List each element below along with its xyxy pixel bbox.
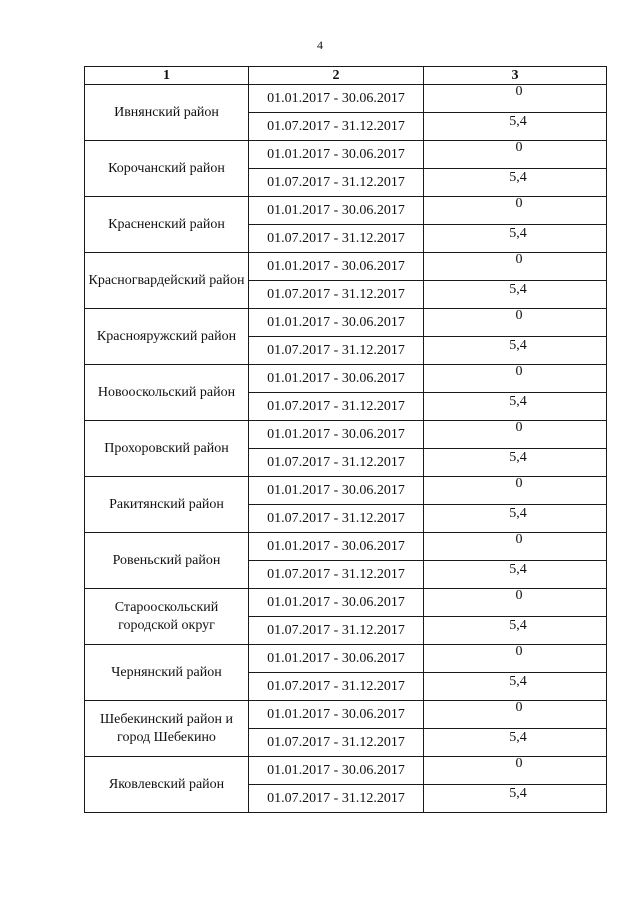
period-cell: 01.07.2017 - 31.12.2017 bbox=[249, 505, 424, 533]
period-cell: 01.01.2017 - 30.06.2017 bbox=[249, 197, 424, 225]
district-cell: Ровеньский район bbox=[85, 533, 249, 589]
value-cell bbox=[424, 281, 607, 309]
period-cell: 01.07.2017 - 31.12.2017 bbox=[249, 169, 424, 197]
period-cell: 01.07.2017 - 31.12.2017 bbox=[249, 729, 424, 757]
value-cell bbox=[424, 701, 607, 729]
table-header bbox=[85, 67, 607, 85]
value-text: 0 bbox=[515, 140, 523, 155]
value-text: 0 bbox=[515, 196, 523, 211]
value-text: 5,4 bbox=[509, 562, 527, 577]
value-text: 5,4 bbox=[509, 506, 527, 521]
district-period-table bbox=[84, 66, 607, 813]
column-header-3: 3 bbox=[424, 67, 607, 85]
period-cell: 01.01.2017 - 30.06.2017 bbox=[249, 309, 424, 337]
value-text: 5,4 bbox=[509, 338, 527, 353]
value-cell bbox=[424, 449, 607, 477]
value-cell bbox=[424, 197, 607, 225]
value-text: 5,4 bbox=[509, 394, 527, 409]
period-cell: 01.01.2017 - 30.06.2017 bbox=[249, 533, 424, 561]
period-cell: 01.07.2017 - 31.12.2017 bbox=[249, 225, 424, 253]
table-row bbox=[85, 197, 607, 225]
period-cell: 01.07.2017 - 31.12.2017 bbox=[249, 561, 424, 589]
period-cell: 01.01.2017 - 30.06.2017 bbox=[249, 645, 424, 673]
district-cell: Старооскольский городской округ bbox=[85, 589, 249, 645]
table-row bbox=[85, 533, 607, 561]
value-text: 0 bbox=[515, 644, 523, 659]
table-row bbox=[85, 309, 607, 337]
period-cell: 01.01.2017 - 30.06.2017 bbox=[249, 701, 424, 729]
table-row bbox=[85, 365, 607, 393]
period-cell: 01.01.2017 - 30.06.2017 bbox=[249, 253, 424, 281]
district-cell: Чернянский район bbox=[85, 645, 249, 701]
value-text: 0 bbox=[515, 308, 523, 323]
period-cell: 01.07.2017 - 31.12.2017 bbox=[249, 281, 424, 309]
period-cell: 01.07.2017 - 31.12.2017 bbox=[249, 617, 424, 645]
value-cell bbox=[424, 589, 607, 617]
period-cell: 01.01.2017 - 30.06.2017 bbox=[249, 421, 424, 449]
value-text: 0 bbox=[515, 756, 523, 771]
period-cell: 01.01.2017 - 30.06.2017 bbox=[249, 365, 424, 393]
value-cell bbox=[424, 309, 607, 337]
value-cell bbox=[424, 337, 607, 365]
district-cell: Корочанский район bbox=[85, 141, 249, 197]
period-cell: 01.07.2017 - 31.12.2017 bbox=[249, 449, 424, 477]
value-cell bbox=[424, 477, 607, 505]
value-text: 5,4 bbox=[509, 226, 527, 241]
value-text: 5,4 bbox=[509, 618, 527, 633]
value-cell bbox=[424, 673, 607, 701]
value-text: 0 bbox=[515, 588, 523, 603]
period-cell: 01.07.2017 - 31.12.2017 bbox=[249, 785, 424, 813]
value-cell bbox=[424, 421, 607, 449]
district-cell: Новооскольский район bbox=[85, 365, 249, 421]
period-cell: 01.07.2017 - 31.12.2017 bbox=[249, 673, 424, 701]
value-text: 5,4 bbox=[509, 674, 527, 689]
value-text: 5,4 bbox=[509, 170, 527, 185]
table-body bbox=[85, 85, 607, 813]
district-cell: Красногвардейский район bbox=[85, 253, 249, 309]
value-cell bbox=[424, 757, 607, 785]
value-text: 0 bbox=[515, 700, 523, 715]
value-cell bbox=[424, 365, 607, 393]
district-cell: Ракитянский район bbox=[85, 477, 249, 533]
district-cell: Шебекинский район и город Шебекино bbox=[85, 701, 249, 757]
value-cell bbox=[424, 141, 607, 169]
column-header-1: 1 bbox=[85, 67, 249, 85]
table-row bbox=[85, 701, 607, 729]
period-cell: 01.01.2017 - 30.06.2017 bbox=[249, 85, 424, 113]
value-cell bbox=[424, 225, 607, 253]
page-number: 4 bbox=[317, 38, 323, 52]
value-text: 5,4 bbox=[509, 786, 527, 801]
district-cell: Краснояружский район bbox=[85, 309, 249, 365]
value-cell bbox=[424, 505, 607, 533]
table-row bbox=[85, 589, 607, 617]
table-row bbox=[85, 85, 607, 113]
district-cell: Ивнянский район bbox=[85, 85, 249, 141]
table-row bbox=[85, 253, 607, 281]
value-cell bbox=[424, 533, 607, 561]
period-cell: 01.07.2017 - 31.12.2017 bbox=[249, 337, 424, 365]
value-text: 0 bbox=[515, 364, 523, 379]
value-text: 5,4 bbox=[509, 730, 527, 745]
value-cell bbox=[424, 617, 607, 645]
value-cell bbox=[424, 169, 607, 197]
period-cell: 01.01.2017 - 30.06.2017 bbox=[249, 477, 424, 505]
value-text: 0 bbox=[515, 252, 523, 267]
value-cell bbox=[424, 729, 607, 757]
value-text: 5,4 bbox=[509, 450, 527, 465]
value-text: 5,4 bbox=[509, 114, 527, 129]
period-cell: 01.01.2017 - 30.06.2017 bbox=[249, 589, 424, 617]
period-cell: 01.01.2017 - 30.06.2017 bbox=[249, 757, 424, 785]
value-cell bbox=[424, 785, 607, 813]
value-text: 0 bbox=[515, 84, 523, 99]
value-cell bbox=[424, 113, 607, 141]
table-row bbox=[85, 757, 607, 785]
table-row bbox=[85, 645, 607, 673]
period-cell: 01.07.2017 - 31.12.2017 bbox=[249, 113, 424, 141]
table-row bbox=[85, 141, 607, 169]
district-cell: Прохоровский район bbox=[85, 421, 249, 477]
period-cell: 01.01.2017 - 30.06.2017 bbox=[249, 141, 424, 169]
value-text: 0 bbox=[515, 420, 523, 435]
district-cell: Красненский район bbox=[85, 197, 249, 253]
value-cell bbox=[424, 253, 607, 281]
value-text: 0 bbox=[515, 476, 523, 491]
value-cell bbox=[424, 645, 607, 673]
header-row bbox=[85, 67, 607, 85]
value-text: 0 bbox=[515, 532, 523, 547]
value-cell bbox=[424, 393, 607, 421]
period-cell: 01.07.2017 - 31.12.2017 bbox=[249, 393, 424, 421]
value-cell bbox=[424, 561, 607, 589]
district-cell: Яковлевский район bbox=[85, 757, 249, 813]
table-row bbox=[85, 421, 607, 449]
table-row bbox=[85, 477, 607, 505]
column-header-2: 2 bbox=[249, 67, 424, 85]
value-cell bbox=[424, 85, 607, 113]
value-text: 5,4 bbox=[509, 282, 527, 297]
